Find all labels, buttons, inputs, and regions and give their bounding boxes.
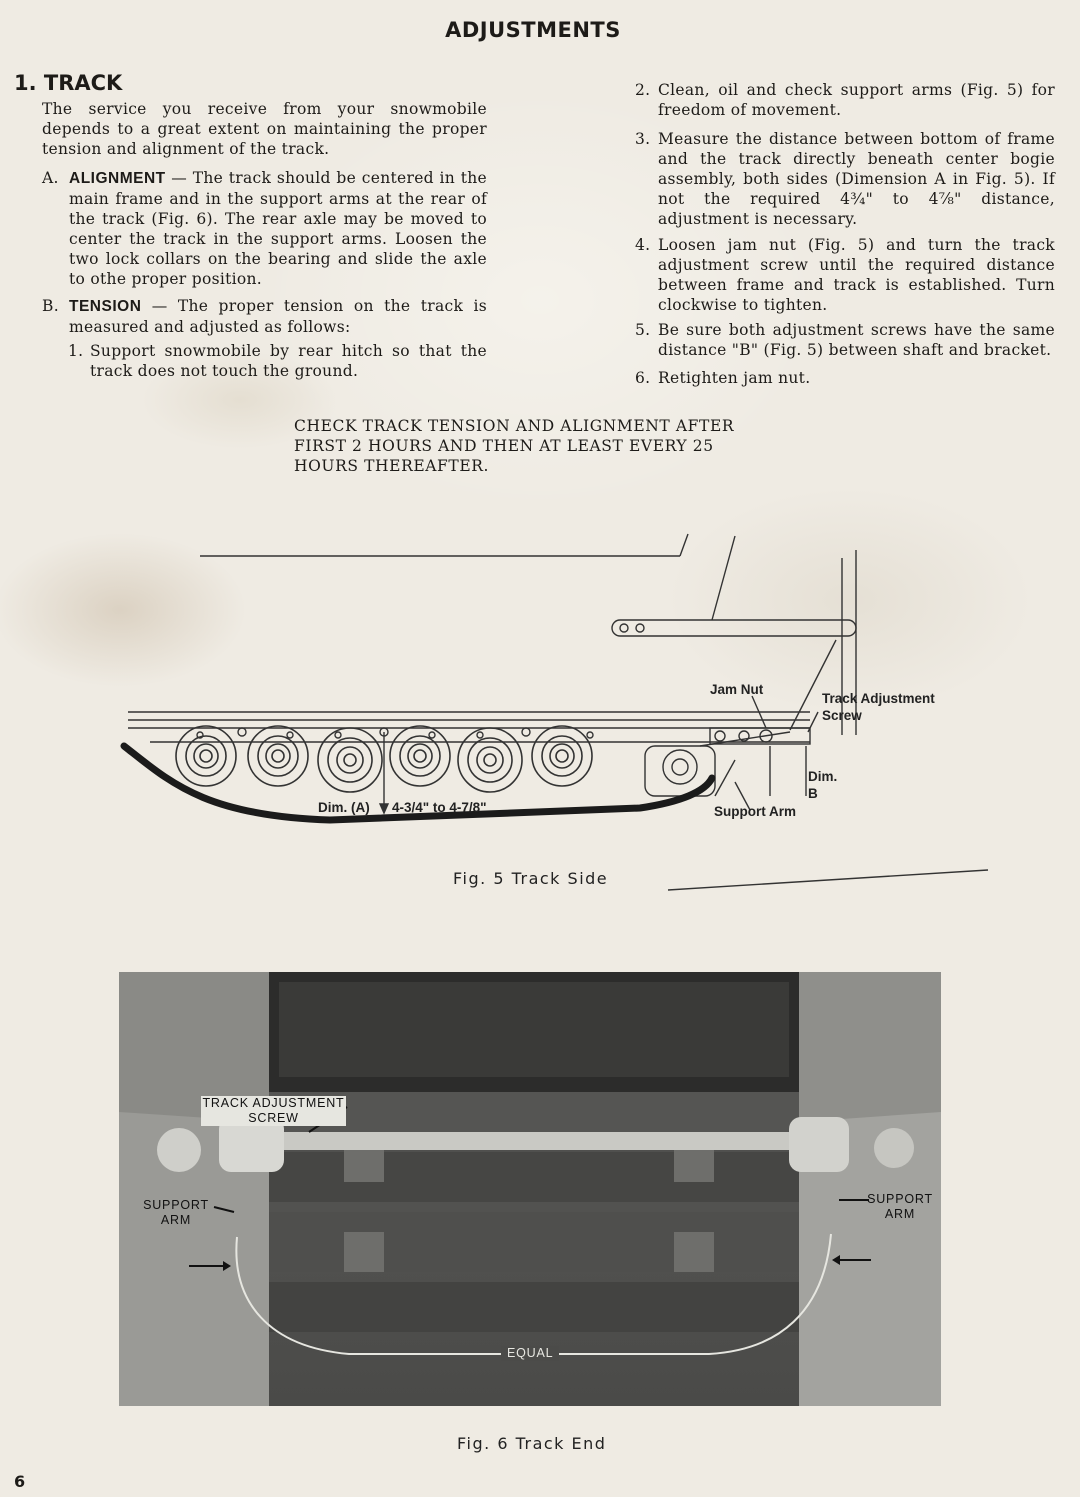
fig6-equal-label: EQUAL	[501, 1346, 559, 1361]
step-number: 5.	[635, 321, 651, 339]
step-text: Loosen jam nut (Fig. 5) and turn the track adjustment screw until the required distance between frame and track is established. Turn clockwise to tighten.	[658, 236, 1055, 314]
intro-paragraph: The service you receive from your snowmobile depends to a great extent on maintaining the proper tension and alignment of the track.	[42, 100, 487, 158]
tension-paragraph	[42, 296, 487, 337]
step-number: 4.	[635, 236, 651, 254]
alignment-text: — The track should be centered in the main frame and in the support arms at the rear of the track (Fig. 6). The rear axle may be moved to center the track in the support arms. Loosen the two lock collars on the bearing and slide the axle to othe proper position.	[69, 169, 487, 288]
fig6-support-arm-right-label: SUPPORT ARM	[867, 1192, 933, 1221]
step-number: 3.	[635, 130, 651, 148]
fig6-track-adjustment-screw-label: TRACK ADJUSTMENT SCREW	[202, 1096, 345, 1125]
fig6-caption: Fig. 6 Track End	[457, 1434, 607, 1453]
step-text: Support snowmobile by rear hitch so that the track does not touch the ground.	[90, 342, 487, 380]
alignment-paragraph	[42, 168, 487, 289]
page-title: ADJUSTMENTS	[445, 18, 621, 42]
tension-letter: B.	[42, 297, 59, 315]
jam-nut-label: Jam Nut	[710, 682, 764, 697]
step-number: 1.	[68, 342, 84, 360]
dim-a-value: 4-3/4" to 4-7/8"	[392, 800, 487, 815]
step-text: Be sure both adjustment screws have the same distance "B" (Fig. 5) between shaft and bracket.	[658, 321, 1055, 359]
tension-text: — The proper tension on the track is measured and adjusted as follows:	[69, 297, 487, 336]
fig6-track-end-photo	[119, 972, 941, 1406]
alignment-label: ALIGNMENT	[69, 170, 166, 187]
alignment-letter: A.	[42, 169, 59, 187]
page-number: 6	[14, 1472, 26, 1491]
step-6	[635, 368, 1055, 388]
step-2	[635, 80, 1055, 120]
tension-label: TENSION	[69, 298, 142, 315]
fig6-support-arm-left-label: SUPPORT ARM	[143, 1198, 209, 1227]
tension-check-notice: CHECK TRACK TENSION AND ALIGNMENT AFTER FIRST 2 HOURS AND THEN AT LEAST EVERY 25 HOURS THEREAFTER.	[294, 417, 735, 475]
step-text: Measure the distance between bottom of frame and the track directly beneath center bogie assembly, both sides (Dimension A in Fig. 5). If not the required 4¾" to 4⅞" distance, adjustment is necessary.	[658, 130, 1055, 228]
step-number: 2.	[635, 81, 651, 99]
track-adjustment-screw-label: Track Adjustment Screw	[822, 691, 935, 723]
step-text: Retighten jam nut.	[658, 369, 811, 387]
step-4	[635, 235, 1055, 315]
fig5-caption: Fig. 5 Track Side	[453, 869, 609, 888]
step-text: Clean, oil and check support arms (Fig. 5) for freedom of movement.	[658, 81, 1055, 119]
step-number: 6.	[635, 369, 651, 387]
step-1	[68, 341, 487, 381]
support-arm-label: Support Arm	[714, 804, 796, 819]
dim-a-label: Dim. (A)	[318, 800, 370, 815]
dim-b-label: Dim. B	[808, 769, 838, 801]
step-3	[635, 129, 1055, 229]
step-5	[635, 320, 1055, 360]
section-heading: 1. TRACK	[14, 71, 123, 95]
fig6-photo-drawing	[119, 972, 941, 1406]
